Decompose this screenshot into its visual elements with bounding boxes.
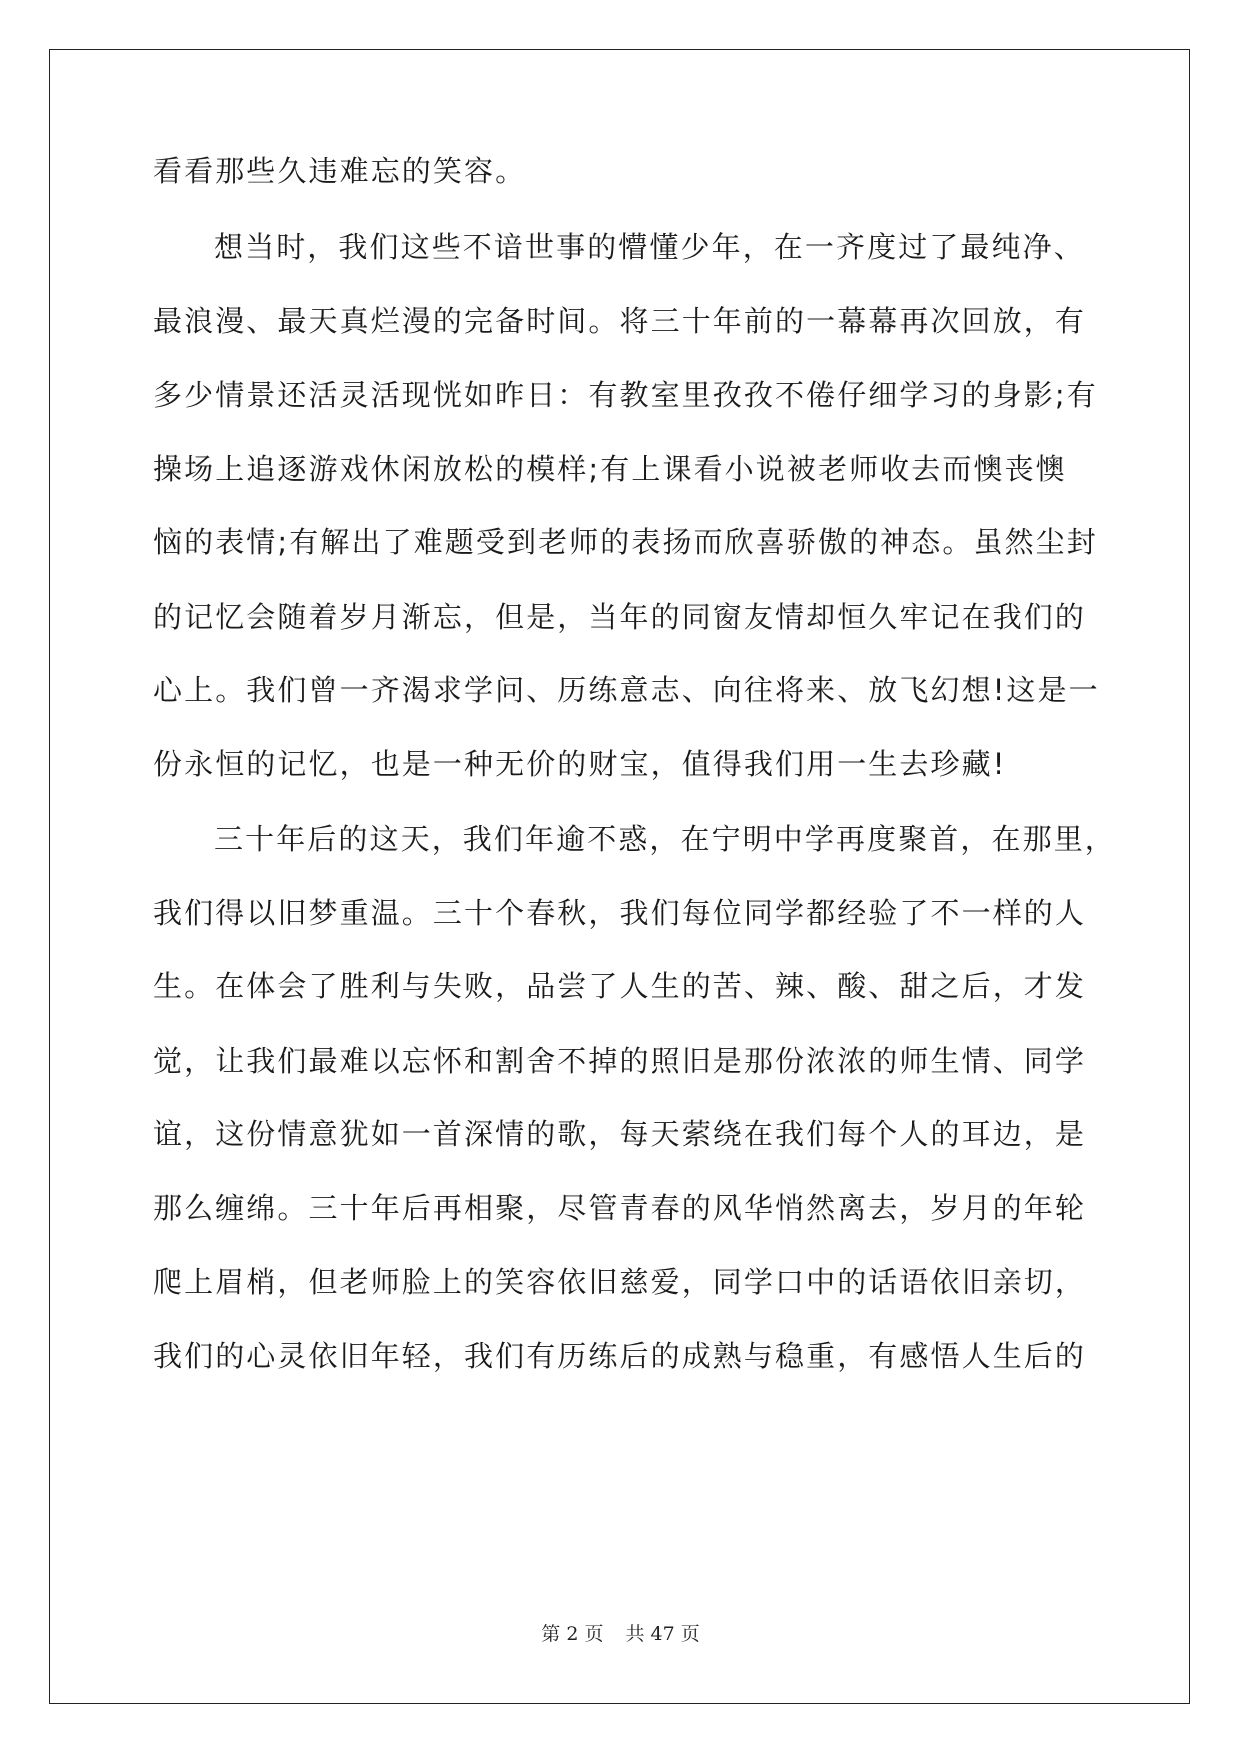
body-text-line: 看看那些久违难忘的笑容。	[153, 154, 527, 188]
body-text-line: 那么缠绵。三十年后再相聚，尽管青春的风华悄然离去，岁月的年轮	[153, 1191, 1087, 1225]
body-text-line: 最浪漫、最天真烂漫的完备时间。将三十年前的一幕幕再次回放，有	[153, 304, 1087, 338]
body-text-line: 恼的表情;有解出了难题受到老师的表扬而欣喜骄傲的神态。虽然尘封	[153, 525, 1098, 559]
paragraph-start-line: 想当时，我们这些不谙世事的懵懂少年，在一齐度过了最纯净、	[214, 230, 1085, 264]
body-text-line: 爬上眉梢，但老师脸上的笑容依旧慈爱，同学口中的话语依旧亲切，	[153, 1265, 1087, 1299]
paragraph-start-line: 三十年后的这天，我们年逾不惑，在宁明中学再度聚首，在那里，	[214, 822, 1116, 856]
body-text-line: 谊，这份情意犹如一首深情的歌，每天萦绕在我们每个人的耳边，是	[153, 1117, 1087, 1151]
total-pages: 共 47 页	[625, 1623, 700, 1645]
body-text-line: 生。在体会了胜利与失败，品尝了人生的苦、辣、酸、甜之后，才发	[153, 969, 1087, 1003]
body-text-line: 的记忆会随着岁月渐忘，但是，当年的同窗友情却恒久牢记在我们的	[153, 600, 1087, 634]
body-text-line: 心上。我们曾一齐渴求学问、历练意志、向往将来、放飞幻想!这是一	[153, 673, 1100, 707]
page-number: 第 2 页	[541, 1623, 604, 1645]
page-footer	[0, 1622, 1241, 1646]
body-text-line: 多少情景还活灵活现恍如昨日：有教室里孜孜不倦仔细学习的身影;有	[153, 378, 1098, 412]
body-text-line: 我们得以旧梦重温。三十个春秋，我们每位同学都经验了不一样的人	[153, 896, 1087, 930]
body-text-line: 我们的心灵依旧年轻，我们有历练后的成熟与稳重，有感悟人生后的	[153, 1339, 1087, 1373]
body-text-line: 份永恒的记忆，也是一种无价的财宝，值得我们用一生去珍藏!	[153, 747, 1007, 781]
body-text-line: 觉，让我们最难以忘怀和割舍不掉的照旧是那份浓浓的师生情、同学	[153, 1044, 1087, 1078]
body-text-line: 操场上追逐游戏休闲放松的模样;有上课看小说被老师收去而懊丧懊	[153, 452, 1067, 486]
page-border	[49, 49, 1190, 1704]
